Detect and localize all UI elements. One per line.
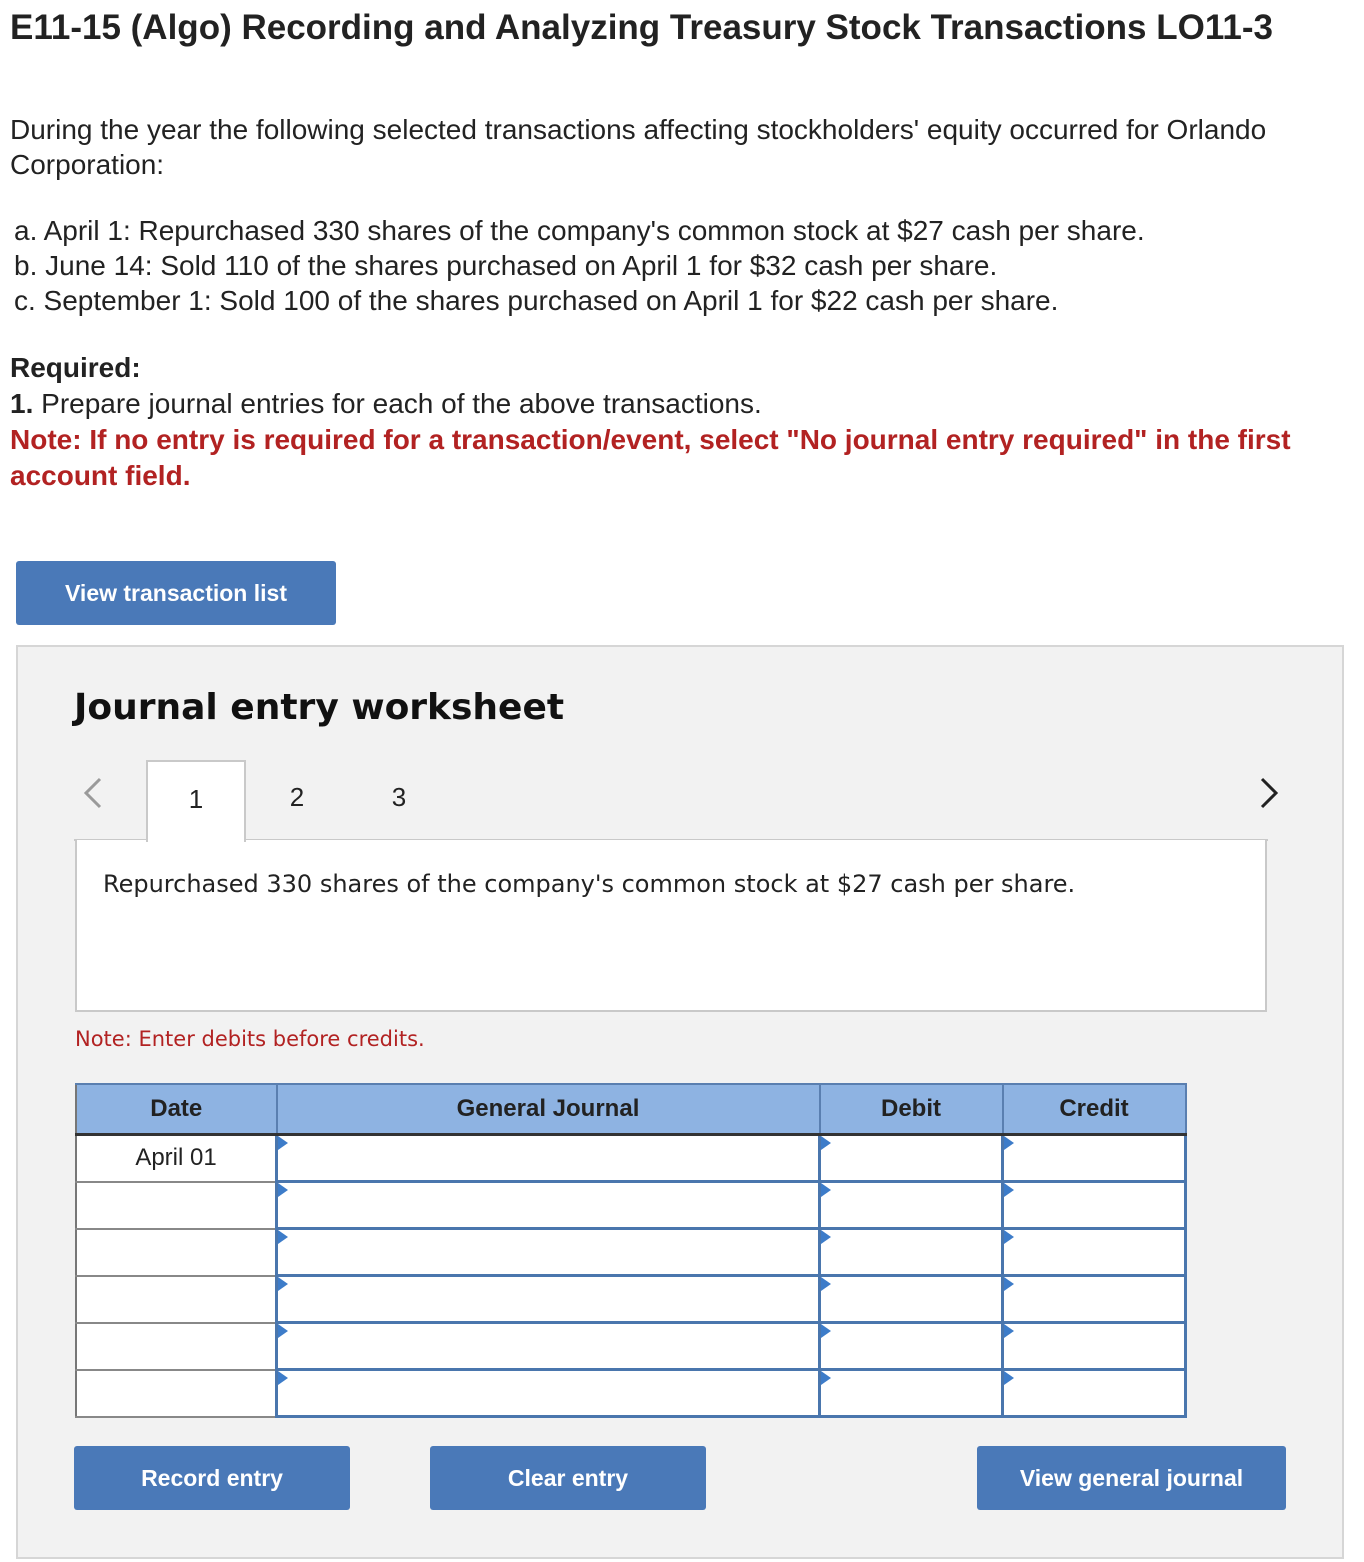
credit-input[interactable] <box>1003 1182 1186 1229</box>
dropdown-triangle-icon <box>1004 1371 1014 1385</box>
chevron-left-icon[interactable] <box>78 773 108 813</box>
dropdown-triangle-icon <box>821 1371 831 1385</box>
table-row <box>76 1182 1186 1229</box>
credit-input[interactable] <box>1003 1323 1186 1370</box>
dropdown-triangle-icon <box>1004 1324 1014 1338</box>
required-note: Note: If no entry is required for a transaction/event, select "No journal entry required" in the first account field. <box>10 424 1291 491</box>
transaction-item-b: b. June 14: Sold 110 of the shares purchased on April 1 for $32 cash per share. <box>14 250 998 281</box>
dropdown-triangle-icon <box>1004 1277 1014 1291</box>
account-select[interactable] <box>277 1323 820 1370</box>
page-title: E11-15 (Algo) Recording and Analyzing Treasury Stock Transactions LO11-3 <box>10 8 1273 47</box>
date-cell <box>76 1229 277 1276</box>
debit-input[interactable] <box>820 1323 1003 1370</box>
dropdown-triangle-icon <box>821 1230 831 1244</box>
tab-3[interactable]: 3 <box>391 781 407 812</box>
dropdown-triangle-icon <box>821 1136 831 1150</box>
credit-input[interactable] <box>1003 1276 1186 1323</box>
table-row <box>76 1135 1186 1182</box>
view-general-journal-button[interactable]: View general journal <box>977 1446 1286 1510</box>
credit-column-header: Credit <box>1003 1084 1186 1135</box>
dropdown-triangle-icon <box>278 1230 288 1244</box>
date-cell <box>76 1182 277 1229</box>
table-row <box>76 1370 1186 1417</box>
credit-input[interactable] <box>1003 1229 1186 1276</box>
date-column-header: Date <box>76 1084 277 1135</box>
transaction-description: Repurchased 330 shares of the company's common stock at $27 cash per share. <box>103 870 1076 898</box>
dropdown-triangle-icon <box>278 1277 288 1291</box>
account-select[interactable] <box>277 1370 820 1417</box>
credit-input[interactable] <box>1003 1135 1186 1182</box>
record-entry-button[interactable]: Record entry <box>74 1446 350 1510</box>
date-cell <box>76 1276 277 1323</box>
debit-input[interactable] <box>820 1135 1003 1182</box>
account-select[interactable] <box>277 1182 820 1229</box>
journal-entry-worksheet <box>16 645 1344 1559</box>
date-cell <box>76 1323 277 1370</box>
date-cell: April 01 <box>76 1135 277 1182</box>
dropdown-triangle-icon <box>1004 1136 1014 1150</box>
account-select[interactable] <box>277 1229 820 1276</box>
required-section <box>10 350 1350 494</box>
debit-input[interactable] <box>820 1229 1003 1276</box>
dropdown-triangle-icon <box>1004 1230 1014 1244</box>
worksheet-title: Journal entry worksheet <box>74 687 565 728</box>
account-select[interactable] <box>277 1135 820 1182</box>
dropdown-triangle-icon <box>821 1183 831 1197</box>
debit-input[interactable] <box>820 1182 1003 1229</box>
dropdown-triangle-icon <box>278 1324 288 1338</box>
tab-2[interactable]: 2 <box>289 781 305 812</box>
journal-table <box>75 1083 1187 1418</box>
transaction-item-a: a. April 1: Repurchased 330 shares of the company's common stock at $27 cash per share. <box>14 215 1145 246</box>
account-select[interactable] <box>277 1276 820 1323</box>
required-number: 1. <box>10 388 34 419</box>
debits-credits-note: Note: Enter debits before credits. <box>75 1027 425 1051</box>
dropdown-triangle-icon <box>278 1371 288 1385</box>
problem-intro: During the year the following selected transactions affecting stockholders' equity occurred for Orlando Corporation: <box>10 114 1267 180</box>
view-transaction-list-button[interactable]: View transaction list <box>16 561 336 625</box>
debit-column-header: Debit <box>820 1084 1003 1135</box>
transaction-item-c: c. September 1: Sold 100 of the shares purchased on April 1 for $22 cash per share. <box>14 285 1059 316</box>
tab-1[interactable]: 1 <box>146 760 246 842</box>
dropdown-triangle-icon <box>278 1136 288 1150</box>
debit-input[interactable] <box>820 1370 1003 1417</box>
dropdown-triangle-icon <box>278 1183 288 1197</box>
dropdown-triangle-icon <box>821 1324 831 1338</box>
required-text: Prepare journal entries for each of the above transactions. <box>33 388 762 419</box>
table-row <box>76 1276 1186 1323</box>
dropdown-triangle-icon <box>821 1277 831 1291</box>
required-item <box>10 386 1350 422</box>
dropdown-triangle-icon <box>1004 1183 1014 1197</box>
required-heading: Required: <box>10 352 141 383</box>
clear-entry-button[interactable]: Clear entry <box>430 1446 706 1510</box>
general-journal-column-header: General Journal <box>277 1084 820 1135</box>
debit-input[interactable] <box>820 1276 1003 1323</box>
credit-input[interactable] <box>1003 1370 1186 1417</box>
date-cell <box>76 1370 277 1417</box>
table-row <box>76 1323 1186 1370</box>
journal-header-row <box>76 1084 1186 1135</box>
transaction-description-box <box>75 840 1267 1012</box>
table-row <box>76 1229 1186 1276</box>
transaction-list <box>14 213 1145 318</box>
chevron-right-icon[interactable] <box>1254 773 1284 813</box>
